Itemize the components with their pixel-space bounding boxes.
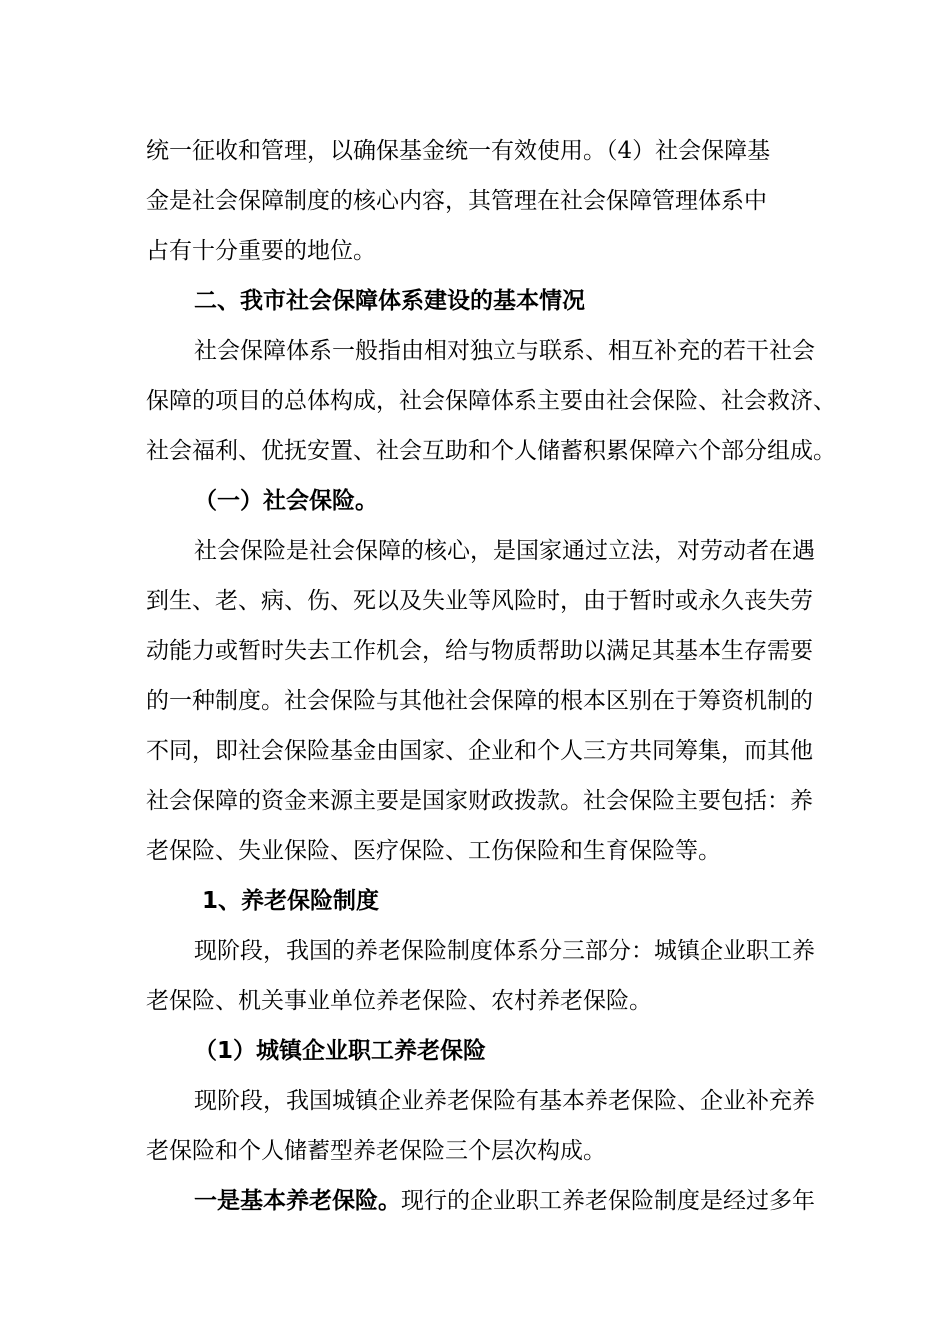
paragraph-line: 现阶段，我国城镇企业养老保险有基本养老保险、企业补充养 (194, 1088, 815, 1114)
paragraph-line (194, 1186, 815, 1216)
paragraph-line: 老保险和个人储蓄型养老保险三个层次构成。 (146, 1138, 606, 1164)
paragraph-line: 社会保障的资金来源主要是国家财政拨款。社会保险主要包括：养 (146, 788, 813, 814)
paragraph-line: 现阶段，我国的养老保险制度体系分三部分：城镇企业职工养 (194, 938, 815, 964)
section-heading: 二、我市社会保障体系建设的基本情况 (194, 288, 585, 314)
paragraph-line: 社会福利、优抚安置、社会互助和个人储蓄积累保障六个部分组成。 (146, 438, 836, 464)
subsection-heading: （一）社会保险。 (194, 488, 378, 514)
paragraph-line: 金是社会保障制度的核心内容，其管理在社会保障管理体系中 (146, 188, 767, 214)
paragraph-line: 的一种制度。社会保险与其他社会保障的根本区别在于筹资机制的 (146, 688, 813, 714)
paragraph-line: 占有十分重要的地位。 (146, 238, 376, 264)
paragraph-line: 保障的项目的总体构成，社会保障体系主要由社会保险、社会救济、 (146, 388, 836, 414)
subsection-heading: 1、养老保险制度 (202, 888, 380, 914)
subsection-heading: （1）城镇企业职工养老保险 (194, 1038, 487, 1064)
paragraph-line: 社会保障体系一般指由相对独立与联系、相互补充的若干社会 (194, 338, 815, 364)
paragraph-line: 老保险、失业保险、医疗保险、工伤保险和生育保险等。 (146, 838, 721, 864)
paragraph-line: 动能力或暂时失去工作机会，给与物质帮助以满足其基本生存需要 (146, 638, 813, 664)
paragraph-line: 不同，即社会保险基金由国家、企业和个人三方共同筹集，而其他 (146, 738, 813, 764)
paragraph-line: 到生、老、病、伤、死以及失业等风险时，由于暂时或永久丧失劳 (146, 588, 813, 614)
bold-lead-text: 一是基本养老保险。 (194, 1188, 401, 1214)
paragraph-text: 现行的企业职工养老保险制度是经过多年 (401, 1188, 815, 1214)
paragraph-line: 统一征收和管理，以确保基金统一有效使用。（4）社会保障基 (146, 138, 771, 164)
paragraph-line: 老保险、机关事业单位养老保险、农村养老保险。 (146, 988, 652, 1014)
paragraph-line: 社会保险是社会保障的核心，是国家通过立法，对劳动者在遇 (194, 538, 815, 564)
